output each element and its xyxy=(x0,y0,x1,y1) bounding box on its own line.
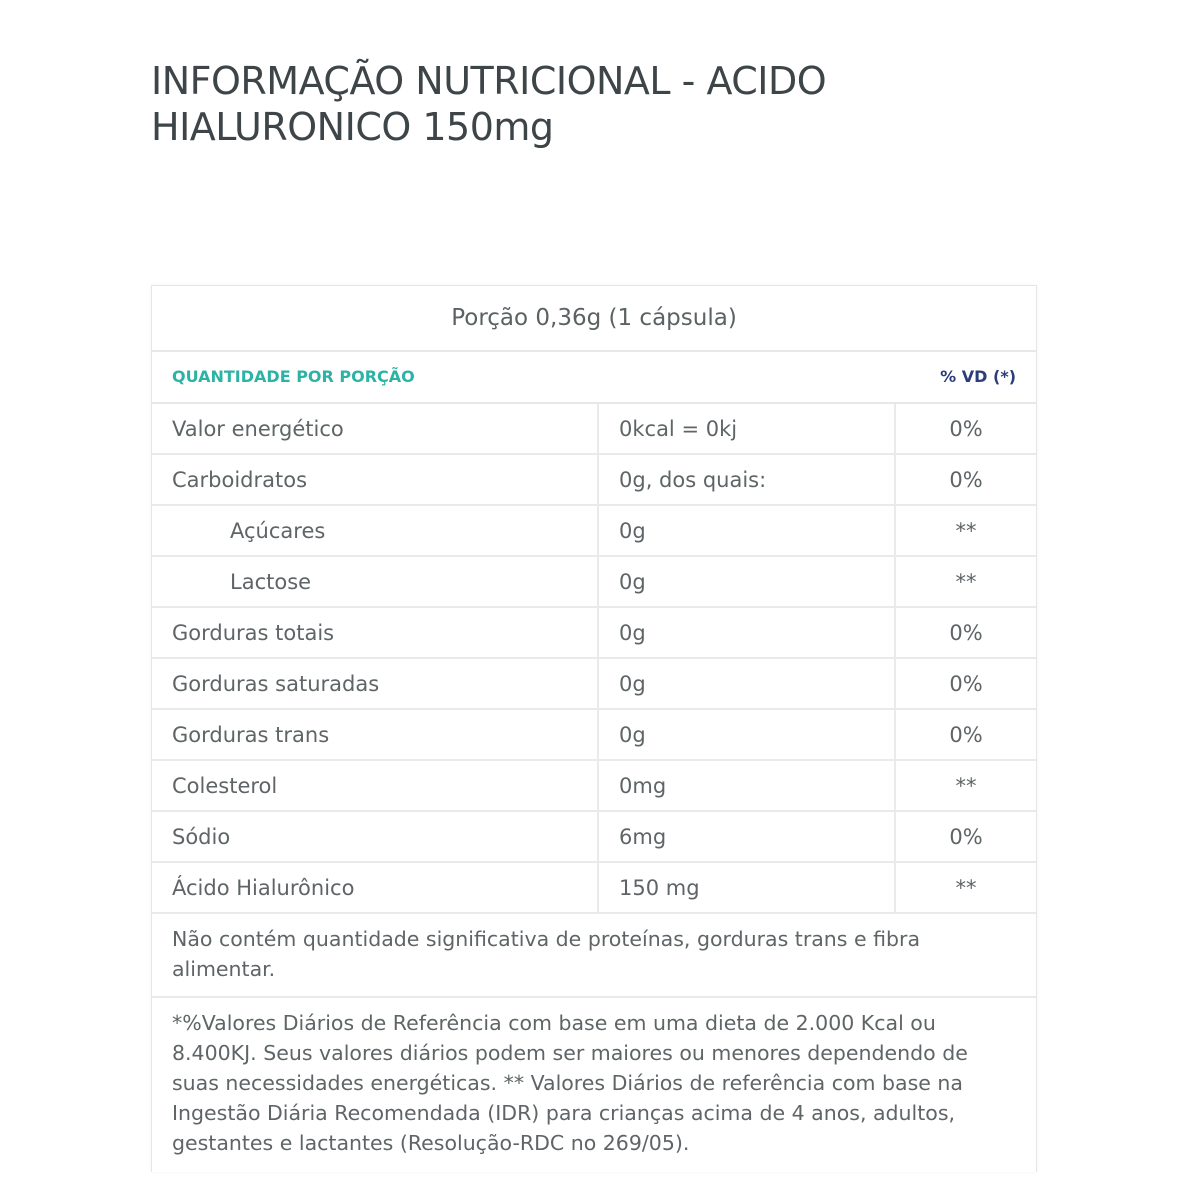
nutrition-table xyxy=(152,404,1036,914)
nutrient-amount: 0g xyxy=(598,658,895,709)
nutrient-name: Açúcares xyxy=(152,505,598,556)
nutrient-name: Gorduras trans xyxy=(152,709,598,760)
nutrient-name: Valor energético xyxy=(152,404,598,454)
nutrient-name: Colesterol xyxy=(152,760,598,811)
nutrient-vd: 0% xyxy=(895,658,1036,709)
header-vd-label: % VD (*) xyxy=(940,367,1016,386)
nutrient-name: Gorduras totais xyxy=(152,607,598,658)
nutrient-name: Sódio xyxy=(152,811,598,862)
nutrient-vd: ** xyxy=(895,862,1036,913)
nutrient-amount: 0g xyxy=(598,556,895,607)
table-row xyxy=(152,811,1036,862)
nutrient-name: Carboidratos xyxy=(152,454,598,505)
nutrient-vd: 0% xyxy=(895,607,1036,658)
table-row xyxy=(152,404,1036,454)
nutrient-vd: 0% xyxy=(895,454,1036,505)
table-row xyxy=(152,658,1036,709)
table-row xyxy=(152,709,1036,760)
nutrition-footnote: *%Valores Diários de Referência com base em uma dieta de 2.000 Kcal ou 8.400KJ. Seus valores diários podem ser maiores ou menores dependendo de suas necessidades energéticas. ** Valores Diários de referência com base na Ingestão Diária Recomendada (IDR) para crianças acima de 4 anos, adultos, gestantes e lactantes (Resolução-RDC no 269/05). xyxy=(172,1011,968,1155)
portion-size: Porção 0,36g (1 cápsula) xyxy=(152,286,1036,352)
table-row xyxy=(152,862,1036,913)
nutrient-name: Gorduras saturadas xyxy=(152,658,598,709)
nutrient-amount: 0g xyxy=(598,505,895,556)
nutrient-amount: 6mg xyxy=(598,811,895,862)
nutrient-vd: 0% xyxy=(895,811,1036,862)
nutrient-amount: 0g xyxy=(598,607,895,658)
nutrient-vd: ** xyxy=(895,556,1036,607)
nutrient-vd: 0% xyxy=(895,709,1036,760)
nutrient-vd: 0% xyxy=(895,404,1036,454)
page-title: INFORMAÇÃO NUTRICIONAL - ACIDO HIALURONICO 150mg xyxy=(151,59,827,149)
table-row xyxy=(152,607,1036,658)
nutrition-table-panel xyxy=(151,285,1037,1172)
nutrient-amount: 0mg xyxy=(598,760,895,811)
nutrient-vd: ** xyxy=(895,760,1036,811)
table-row xyxy=(152,505,1036,556)
nutrient-amount: 0g, dos quais: xyxy=(598,454,895,505)
nutrient-vd: ** xyxy=(895,505,1036,556)
nutrient-name: Ácido Hialurônico xyxy=(152,862,598,913)
table-row xyxy=(152,760,1036,811)
header-quantity-label: QUANTIDADE POR PORÇÃO xyxy=(172,367,415,386)
table-header xyxy=(152,352,1036,404)
nutrient-amount: 0g xyxy=(598,709,895,760)
table-row xyxy=(152,454,1036,505)
nutrient-amount: 150 mg xyxy=(598,862,895,913)
table-row xyxy=(152,556,1036,607)
nutrient-amount: 0kcal = 0kj xyxy=(598,404,895,454)
nutrition-note: Não contém quantidade significativa de proteínas, gorduras trans e fibra alimentar. xyxy=(152,914,1036,998)
nutrient-name: Lactose xyxy=(152,556,598,607)
